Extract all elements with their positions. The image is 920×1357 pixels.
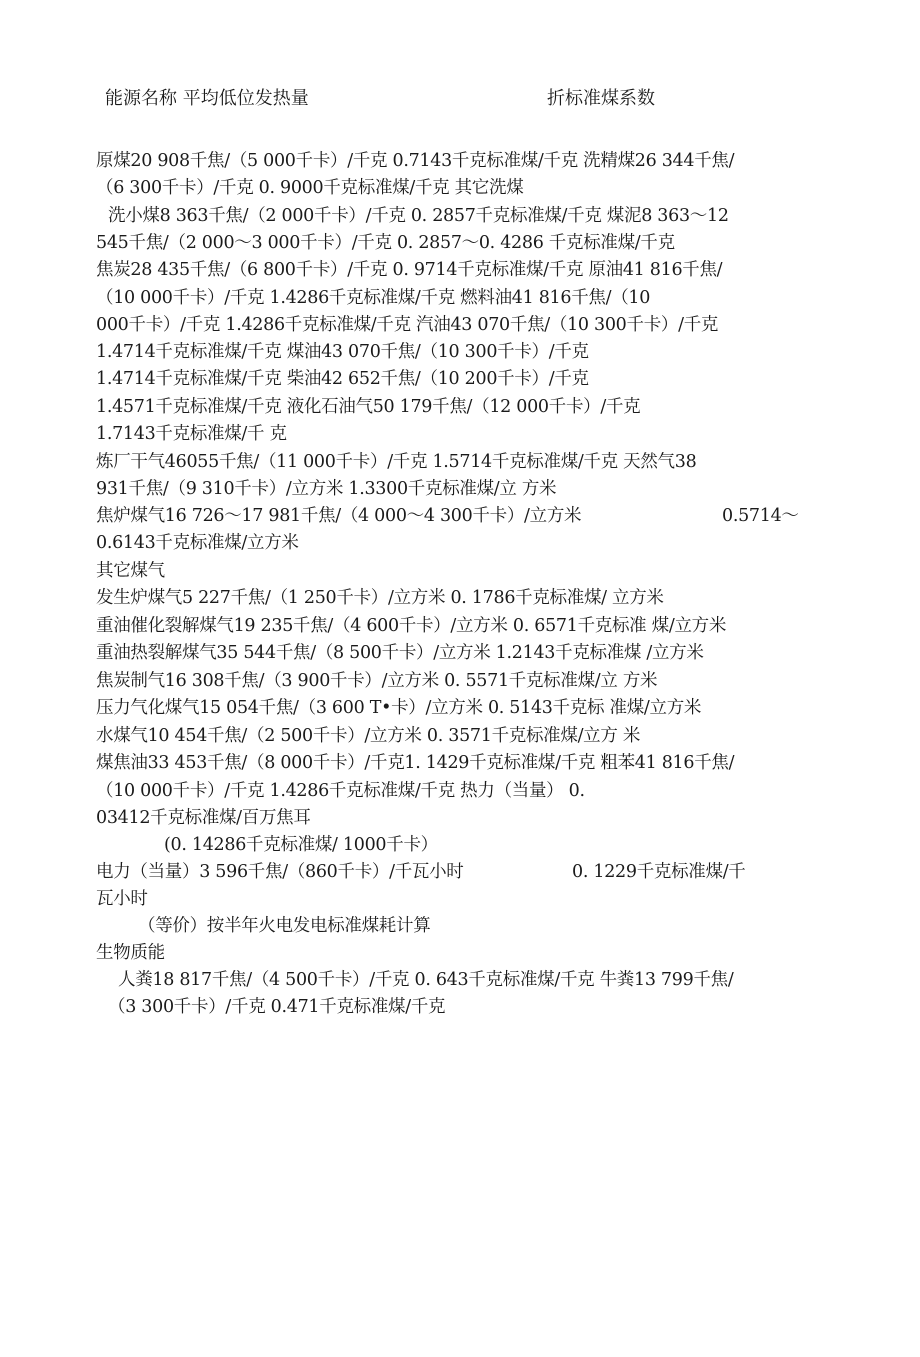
text-line-right: 0. 1229千克标准煤/千 (572, 862, 746, 882)
header-conversion-coefficient: 折标准煤系数 (547, 88, 655, 109)
text-line: 洗小煤8 363千焦/（2 000千卡）/千克 0. 2857千克标准煤/千克 煤泥8 363～12 (108, 206, 729, 226)
text-line: （3 300千卡）/千克 0.471千克标准煤/千克 (108, 997, 446, 1017)
text-line: 1.4571千克标准煤/千克 液化石油气50 179千焦/（12 000千卡）/千克 (96, 397, 641, 417)
text-line: 焦炭28 435千焦/（6 800千卡）/千克 0. 9714千克标准煤/千克 原油41 816千焦/ (96, 260, 723, 280)
text-line: 发生炉煤气5 227千焦/（1 250千卡）/立方米 0. 1786千克标准煤/ 立方米 (96, 588, 664, 608)
text-line: (0. 14286千克标准煤/ 1000千卡） (164, 835, 438, 855)
text-line: 压力气化煤气15 054千焦/（3 600 T•卡）/立方米 0. 5143千克标 准煤/立方米 (96, 698, 702, 718)
text-line: 1.4714千克标准煤/千克 柴油42 652千焦/（10 200千卡）/千克 (96, 369, 589, 389)
text-line: 1.4714千克标准煤/千克 煤油43 070千焦/（10 300千卡）/千克 (96, 342, 589, 362)
text-line: 瓦小时 (96, 889, 148, 909)
text-line: 1.7143千克标准煤/千 克 (96, 424, 287, 444)
table-header (0, 84, 920, 110)
text-line: 0.6143千克标准煤/立方米 (96, 533, 299, 553)
text-line: 重油催化裂解煤气19 235千焦/（4 600千卡）/立方米 0. 6571千克标准 煤/立方米 (96, 616, 727, 636)
text-line: （10 000千卡）/千克 1.4286千克标准煤/千克 燃料油41 816千焦/（10 (96, 288, 651, 308)
text-line: 水煤气10 454千焦/（2 500千卡）/立方米 0. 3571千克标准煤/立方 米 (96, 726, 641, 746)
text-line: 545千焦/（2 000～3 000千卡）/千克 0. 2857～0. 4286 千克标准煤/千克 (96, 233, 675, 253)
section-heading: 其它煤气 (96, 561, 165, 581)
section-heading: 生物质能 (96, 943, 165, 963)
text-line: 03412千克标准煤/百万焦耳 (96, 808, 311, 828)
text-line: 人粪18 817千焦/（4 500千卡）/千克 0. 643千克标准煤/千克 牛粪13 799千焦/ (118, 970, 734, 990)
text-line-right: 0.5714～ (722, 506, 799, 526)
text-line: （10 000千卡）/千克 1.4286千克标准煤/千克 热力（当量） 0. (96, 781, 585, 801)
text-line: （等价）按半年火电发电标准煤耗计算 (138, 916, 431, 936)
text-line: 000千卡）/千克 1.4286千克标准煤/千克 汽油43 070千焦/（10 300千卡）/千克 (96, 315, 719, 335)
text-line: 煤焦油33 453千焦/（8 000千卡）/千克1. 1429千克标准煤/千克 粗苯41 816千焦/ (96, 753, 735, 773)
text-line: 原煤20 908千焦/（5 000千卡）/千克 0.7143千克标准煤/千克 洗精煤26 344千焦/ (96, 151, 735, 171)
text-line: 931千焦/（9 310千卡）/立方米 1.3300千克标准煤/立 方米 (96, 479, 557, 499)
text-line: 焦炭制气16 308千焦/（3 900千卡）/立方米 0. 5571千克标准煤/立 方米 (96, 671, 658, 691)
text-line: 焦炉煤气16 726～17 981千焦/（4 000～4 300千卡）/立方米 (96, 506, 582, 526)
text-line: 重油热裂解煤气35 544千焦/（8 500千卡）/立方米 1.2143千克标准煤 /立方米 (96, 643, 704, 663)
text-line: （6 300千卡）/千克 0. 9000千克标准煤/千克 其它洗煤 (96, 178, 524, 198)
text-line: 炼厂干气46055千焦/（11 000千卡）/千克 1.5714千克标准煤/千克 天然气38 (96, 452, 697, 472)
header-energy-name-and-heat-value: 能源名称 平均低位发热量 (105, 88, 309, 109)
text-line: 电力（当量）3 596千焦/（860千卡）/千瓦小时 (96, 862, 464, 882)
